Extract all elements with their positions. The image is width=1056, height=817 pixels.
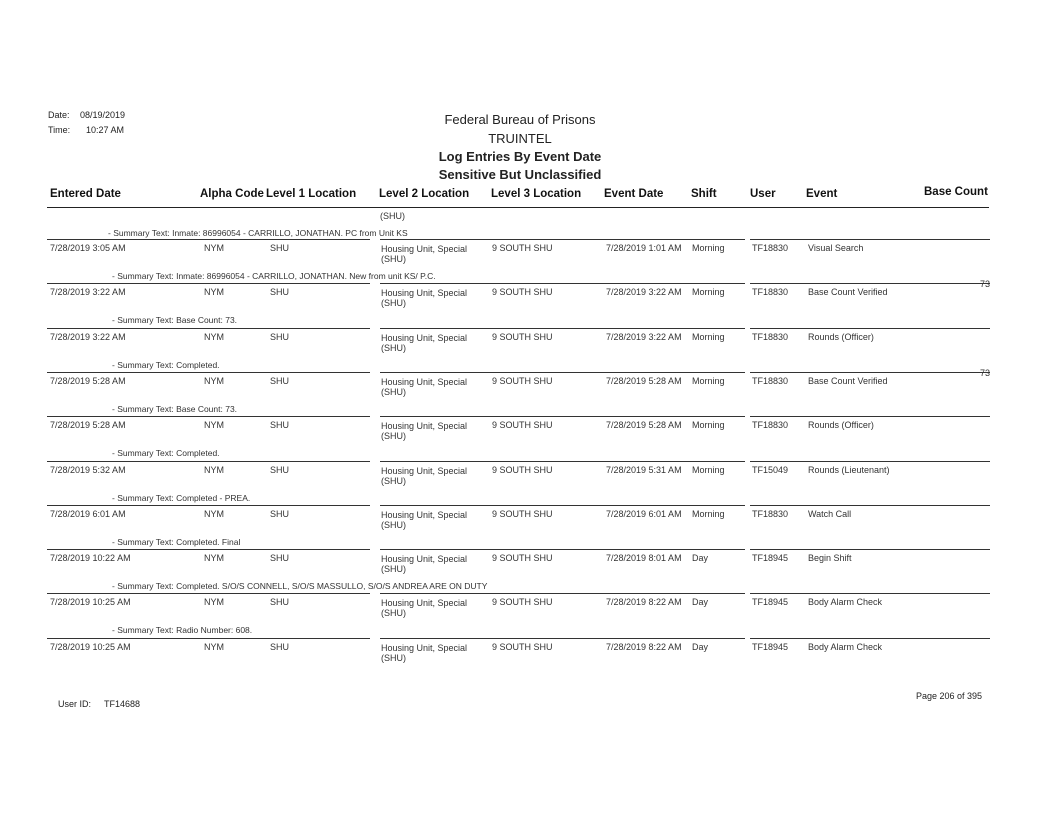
- level2-location-abbrev: (SHU): [381, 564, 406, 574]
- row-divider: [600, 283, 690, 284]
- event-date: 7/28/2019 6:01 AM: [606, 509, 682, 519]
- level2-location-abbrev: (SHU): [381, 653, 406, 663]
- row-divider: [190, 372, 280, 373]
- row-divider: [490, 461, 600, 462]
- summary-text: - Summary Text: Completed - PREA.: [112, 493, 251, 503]
- header-base-count: Base Count: [924, 186, 988, 198]
- row-divider: [490, 416, 600, 417]
- level2-location: Housing Unit, Special: [381, 333, 468, 343]
- row-divider: [490, 283, 600, 284]
- alpha-code: NYM: [204, 243, 224, 253]
- row-divider: [280, 593, 370, 594]
- row-divider: [47, 283, 207, 284]
- row-divider: [380, 593, 490, 594]
- row-divider: [750, 461, 810, 462]
- level2-location: Housing Unit, Special: [381, 288, 468, 298]
- level3-location: 9 SOUTH SHU: [492, 465, 553, 475]
- row-divider: [806, 283, 926, 284]
- row-divider: [690, 372, 745, 373]
- level1-location: SHU: [270, 465, 290, 475]
- row-divider: [380, 372, 490, 373]
- row-divider: [925, 239, 990, 240]
- header-shift: Shift: [691, 188, 717, 200]
- event: Rounds (Officer): [808, 420, 874, 430]
- row-divider: [600, 416, 690, 417]
- level2-location-abbrev: (SHU): [381, 387, 406, 397]
- row-divider: [280, 505, 370, 506]
- alpha-code: NYM: [204, 597, 224, 607]
- row-divider: [925, 461, 990, 462]
- summary-text: - Summary Text: Completed. Final: [112, 537, 241, 547]
- row-divider: [600, 239, 690, 240]
- level3-location: 9 SOUTH SHU: [492, 420, 553, 430]
- row-divider: [47, 549, 207, 550]
- alpha-code: NYM: [204, 465, 224, 475]
- row-divider: [690, 549, 745, 550]
- row-divider: [600, 549, 690, 550]
- row-divider: [190, 638, 280, 639]
- row-divider: [750, 416, 810, 417]
- row-divider: [925, 638, 990, 639]
- level1-location: SHU: [270, 420, 290, 430]
- level2-location: Housing Unit, Special: [381, 643, 468, 653]
- row-divider: [280, 638, 370, 639]
- row-divider: [280, 239, 370, 240]
- footer-user-id-value: TF14688: [104, 699, 141, 709]
- event: Watch Call: [808, 509, 852, 519]
- level3-location: 9 SOUTH SHU: [492, 642, 553, 652]
- row-divider: [380, 416, 490, 417]
- base-count: 73: [979, 279, 990, 289]
- row-divider: [750, 505, 810, 506]
- row-divider: [190, 328, 280, 329]
- row-divider: [925, 328, 990, 329]
- row-divider: [380, 638, 490, 639]
- level1-location: SHU: [270, 376, 290, 386]
- event: Body Alarm Check: [808, 597, 883, 607]
- row-divider: [925, 549, 990, 550]
- row-divider: [47, 239, 207, 240]
- alpha-code: NYM: [204, 376, 224, 386]
- entered-date: 7/28/2019 6:01 AM: [50, 509, 126, 519]
- row-divider: [750, 638, 810, 639]
- event-date: 7/28/2019 5:28 AM: [606, 420, 682, 430]
- row-divider: [806, 372, 926, 373]
- row-divider: [280, 416, 370, 417]
- row-divider: [490, 549, 600, 550]
- summary-text: - Summary Text: Completed.: [112, 360, 220, 370]
- header-level2: Level 2 Location: [379, 188, 470, 200]
- level2-location: Housing Unit, Special: [381, 377, 468, 387]
- row-divider: [490, 505, 600, 506]
- alpha-code: NYM: [204, 420, 224, 430]
- event: Begin Shift: [808, 553, 852, 563]
- level1-location: SHU: [270, 553, 290, 563]
- row-divider: [806, 239, 926, 240]
- level1-location: SHU: [270, 509, 290, 519]
- level2-location: Housing Unit, Special: [381, 510, 468, 520]
- time-value: 10:27 AM: [86, 125, 125, 135]
- row-divider: [380, 549, 490, 550]
- row-divider: [925, 593, 990, 594]
- user: TF15049: [752, 465, 789, 475]
- row-divider: [600, 328, 690, 329]
- row-divider: [380, 461, 490, 462]
- level2-location-abbrev: (SHU): [381, 476, 406, 486]
- entered-date: 7/28/2019 5:32 AM: [50, 465, 126, 475]
- row-divider: [750, 328, 810, 329]
- row-divider: [380, 239, 490, 240]
- row-divider: [380, 505, 490, 506]
- row-divider: [190, 593, 280, 594]
- summary-text: - Summary Text: Base Count: 73.: [112, 315, 238, 325]
- level3-location: 9 SOUTH SHU: [492, 287, 553, 297]
- row-divider: [490, 328, 600, 329]
- level1-location: SHU: [270, 287, 290, 297]
- level3-location: 9 SOUTH SHU: [492, 597, 553, 607]
- base-count: 73: [979, 368, 990, 378]
- carryover-level2: (SHU): [380, 211, 405, 221]
- level3-location: 9 SOUTH SHU: [492, 376, 553, 386]
- alpha-code: NYM: [204, 509, 224, 519]
- user: TF18830: [752, 376, 789, 386]
- header-event: Event: [806, 188, 838, 200]
- report-classification: Sensitive But Unclassified: [438, 167, 602, 182]
- header-divider: [47, 207, 989, 208]
- summary-text: - Summary Text: Inmate: 86996054 - CARRILLO, JONATHAN. New from unit KS/ P.C.: [112, 271, 436, 281]
- shift: Morning: [692, 287, 725, 297]
- shift: Morning: [692, 509, 725, 519]
- user: TF18830: [752, 332, 789, 342]
- level2-location-abbrev: (SHU): [381, 254, 406, 264]
- summary-text: - Summary Text: Completed. S/O/S CONNELL, S/O/S MASSULLO, S/O/S ANDREA ARE ON DUTY: [112, 581, 488, 591]
- event-date: 7/28/2019 3:22 AM: [606, 287, 682, 297]
- event-date: 7/28/2019 3:22 AM: [606, 332, 682, 342]
- shift: Morning: [692, 332, 725, 342]
- row-divider: [750, 549, 810, 550]
- row-divider: [280, 328, 370, 329]
- row-divider: [690, 505, 745, 506]
- level3-location: 9 SOUTH SHU: [492, 332, 553, 342]
- shift: Day: [692, 642, 709, 652]
- level1-location: SHU: [270, 243, 290, 253]
- row-divider: [490, 638, 600, 639]
- summary-text: - Summary Text: Radio Number: 608.: [112, 625, 253, 635]
- header-entered-date: Entered Date: [50, 188, 121, 200]
- row-divider: [806, 416, 926, 417]
- header-user: User: [750, 188, 776, 200]
- report-title: Log Entries By Event Date: [438, 149, 602, 164]
- event: Base Count Verified: [808, 376, 888, 386]
- level2-location-abbrev: (SHU): [381, 343, 406, 353]
- level2-location: Housing Unit, Special: [381, 244, 468, 254]
- alpha-code: NYM: [204, 332, 224, 342]
- row-divider: [280, 461, 370, 462]
- event-date: 7/28/2019 1:01 AM: [606, 243, 682, 253]
- event: Base Count Verified: [808, 287, 888, 297]
- level3-location: 9 SOUTH SHU: [492, 509, 553, 519]
- event-date: 7/28/2019 8:22 AM: [606, 597, 682, 607]
- level2-location-abbrev: (SHU): [381, 298, 406, 308]
- level2-location-abbrev: (SHU): [381, 520, 406, 530]
- row-divider: [806, 549, 926, 550]
- event: Rounds (Lieutenant): [808, 465, 890, 475]
- alpha-code: NYM: [204, 553, 224, 563]
- date-label: Date:: [48, 110, 70, 120]
- level3-location: 9 SOUTH SHU: [492, 553, 553, 563]
- row-divider: [925, 416, 990, 417]
- row-divider: [380, 328, 490, 329]
- event: Body Alarm Check: [808, 642, 883, 652]
- row-divider: [47, 505, 207, 506]
- row-divider: [600, 593, 690, 594]
- level1-location: SHU: [270, 597, 290, 607]
- summary-text: - Summary Text: Completed.: [112, 448, 220, 458]
- shift: Day: [692, 553, 709, 563]
- alpha-code: NYM: [204, 642, 224, 652]
- event: Rounds (Officer): [808, 332, 874, 342]
- report-org: Federal Bureau of Prisons: [444, 112, 596, 127]
- date-value: 08/19/2019: [80, 110, 126, 120]
- row-divider: [690, 239, 745, 240]
- row-divider: [750, 372, 810, 373]
- row-divider: [806, 638, 926, 639]
- row-divider: [600, 505, 690, 506]
- row-divider: [600, 461, 690, 462]
- page-number: Page 206 of 395: [916, 691, 983, 701]
- carryover-summary: - Summary Text: Inmate: 86996054 - CARRILLO, JONATHAN. PC from Unit KS: [108, 228, 408, 238]
- row-divider: [690, 328, 745, 329]
- entered-date: 7/28/2019 5:28 AM: [50, 420, 126, 430]
- level1-location: SHU: [270, 332, 290, 342]
- level2-location: Housing Unit, Special: [381, 466, 468, 476]
- shift: Morning: [692, 420, 725, 430]
- row-divider: [280, 549, 370, 550]
- level2-location-abbrev: (SHU): [381, 608, 406, 618]
- event-date: 7/28/2019 8:22 AM: [606, 642, 682, 652]
- entered-date: 7/28/2019 5:28 AM: [50, 376, 126, 386]
- row-divider: [47, 328, 207, 329]
- row-divider: [190, 239, 280, 240]
- row-divider: [190, 461, 280, 462]
- event-date: 7/28/2019 8:01 AM: [606, 553, 682, 563]
- row-divider: [490, 372, 600, 373]
- user: TF18945: [752, 597, 789, 607]
- level2-location: Housing Unit, Special: [381, 421, 468, 431]
- level3-location: 9 SOUTH SHU: [492, 243, 553, 253]
- level1-location: SHU: [270, 642, 290, 652]
- event-date: 7/28/2019 5:28 AM: [606, 376, 682, 386]
- entered-date: 7/28/2019 3:22 AM: [50, 332, 126, 342]
- header-level1: Level 1 Location: [266, 188, 357, 200]
- user: TF18830: [752, 243, 789, 253]
- user: TF18830: [752, 509, 789, 519]
- row-divider: [600, 638, 690, 639]
- row-divider: [47, 416, 207, 417]
- level2-location-abbrev: (SHU): [381, 431, 406, 441]
- row-divider: [690, 461, 745, 462]
- shift: Morning: [692, 465, 725, 475]
- row-divider: [190, 549, 280, 550]
- user: TF18945: [752, 642, 789, 652]
- header-level3: Level 3 Location: [491, 188, 582, 200]
- row-divider: [280, 283, 370, 284]
- header-alpha-code: Alpha Code: [200, 188, 264, 200]
- header-event-date: Event Date: [604, 188, 664, 200]
- summary-text: - Summary Text: Base Count: 73.: [112, 404, 238, 414]
- event: Visual Search: [808, 243, 864, 253]
- row-divider: [280, 372, 370, 373]
- row-divider: [690, 416, 745, 417]
- entered-date: 7/28/2019 3:05 AM: [50, 243, 126, 253]
- row-divider: [690, 638, 745, 639]
- entered-date: 7/28/2019 10:25 AM: [50, 642, 131, 652]
- report-system: TRUINTEL: [488, 131, 552, 146]
- row-divider: [806, 505, 926, 506]
- level2-location: Housing Unit, Special: [381, 598, 468, 608]
- shift: Morning: [692, 376, 725, 386]
- row-divider: [806, 461, 926, 462]
- row-divider: [806, 593, 926, 594]
- row-divider: [750, 593, 810, 594]
- row-divider: [47, 461, 207, 462]
- row-divider: [47, 638, 207, 639]
- row-divider: [600, 372, 690, 373]
- alpha-code: NYM: [204, 287, 224, 297]
- footer-user-id-label: User ID:: [58, 699, 92, 709]
- row-divider: [925, 505, 990, 506]
- row-divider: [750, 239, 810, 240]
- entered-date: 7/28/2019 3:22 AM: [50, 287, 126, 297]
- row-divider: [806, 328, 926, 329]
- shift: Day: [692, 597, 709, 607]
- row-divider: [750, 283, 810, 284]
- row-divider: [190, 416, 280, 417]
- user: TF18830: [752, 420, 789, 430]
- row-divider: [47, 593, 207, 594]
- row-divider: [190, 505, 280, 506]
- user: TF18830: [752, 287, 789, 297]
- event-date: 7/28/2019 5:31 AM: [606, 465, 682, 475]
- row-divider: [47, 372, 207, 373]
- row-divider: [190, 283, 280, 284]
- row-divider: [490, 593, 600, 594]
- entered-date: 7/28/2019 10:22 AM: [50, 553, 131, 563]
- entered-date: 7/28/2019 10:25 AM: [50, 597, 131, 607]
- user: TF18945: [752, 553, 789, 563]
- time-label: Time:: [48, 125, 71, 135]
- level2-location: Housing Unit, Special: [381, 554, 468, 564]
- row-divider: [490, 239, 600, 240]
- row-divider: [380, 283, 490, 284]
- row-divider: [690, 283, 745, 284]
- row-divider: [690, 593, 745, 594]
- shift: Morning: [692, 243, 725, 253]
